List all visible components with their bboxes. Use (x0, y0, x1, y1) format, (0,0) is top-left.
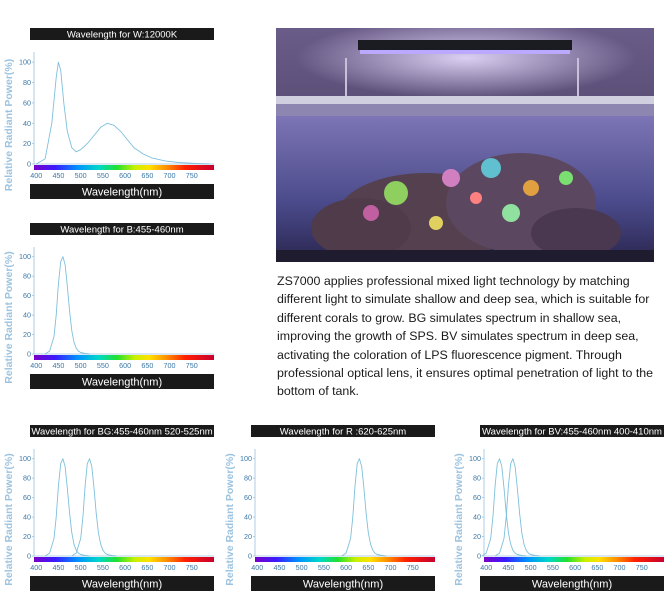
x-tick-label: 750 (185, 361, 198, 370)
y-tick-label: 40 (23, 310, 31, 320)
x-tick-label: 450 (52, 171, 65, 180)
y-axis-label: Relative Radiant Power(%) (3, 251, 15, 384)
x-tick-label: 600 (119, 171, 132, 180)
y-tick-label: 100 (19, 57, 31, 67)
x-tick-label: 700 (163, 563, 176, 572)
x-tick-label: 450 (52, 563, 65, 572)
y-tick-label: 80 (23, 271, 31, 281)
x-tick-label: 700 (163, 361, 176, 370)
chart-w-12000k (0, 26, 216, 206)
y-tick-label: 100 (19, 252, 31, 262)
y-tick-label: 20 (244, 532, 252, 542)
y-tick-label: 0 (27, 159, 31, 169)
chart-svg (0, 221, 216, 396)
chart-b-455-460 (0, 221, 216, 396)
spectrum-color-bar (255, 557, 435, 562)
y-tick-label: 80 (244, 473, 252, 483)
y-tick-label: 40 (23, 118, 31, 128)
y-axis-label: Relative Radiant Power(%) (224, 453, 236, 586)
chart-svg (450, 423, 666, 598)
x-axis-label: Wavelength(nm) (302, 578, 384, 591)
y-tick-label: 40 (23, 512, 31, 522)
x-tick-label: 650 (141, 171, 154, 180)
y-tick-label: 60 (473, 493, 481, 503)
product-description: ZS7000 applies professional mixed light technology by matching different light to simulate shallow and deep sea, which is suitable for different corals to grow. BG simulates spectrum in shallow sea, improving the growth of SPS. BV simulates spectrum in deep sea, activating the coloration of LPS fluorescence pigment. Through professional optical lens, it ensures optimal penetration of light to the bottom of tank. (277, 274, 654, 399)
y-tick-label: 0 (27, 349, 31, 359)
x-tick-label: 650 (141, 361, 154, 370)
x-tick-label: 450 (502, 563, 515, 572)
y-tick-label: 80 (23, 473, 31, 483)
chart-title: Wavelength for B:455-460nm (60, 224, 184, 236)
x-tick-label: 450 (52, 361, 65, 370)
x-tick-label: 750 (406, 563, 419, 572)
y-tick-label: 100 (19, 454, 31, 464)
y-tick-label: 80 (473, 473, 481, 483)
chart-title: Wavelength for BG:455-460nm 520-525nm (31, 426, 213, 438)
chart-r-620-625 (221, 423, 437, 598)
chart-axes (255, 449, 435, 556)
x-tick-label: 700 (163, 171, 176, 180)
x-tick-label: 400 (480, 563, 493, 572)
chart-axes (34, 52, 214, 164)
y-tick-label: 60 (244, 493, 252, 503)
y-tick-label: 40 (244, 512, 252, 522)
y-tick-label: 0 (27, 551, 31, 561)
x-axis-label: Wavelength(nm) (81, 578, 163, 591)
y-tick-label: 20 (23, 139, 31, 149)
y-tick-label: 20 (23, 330, 31, 340)
x-tick-label: 600 (569, 563, 582, 572)
y-tick-label: 80 (23, 78, 31, 88)
x-tick-label: 400 (30, 563, 43, 572)
y-axis-label: Relative Radiant Power(%) (453, 453, 465, 586)
series-line-0 (342, 459, 386, 556)
x-tick-label: 750 (185, 171, 198, 180)
x-tick-label: 650 (591, 563, 604, 572)
spectrum-color-bar (34, 355, 214, 360)
aquarium-photo (276, 28, 654, 262)
x-tick-label: 550 (546, 563, 559, 572)
y-tick-label: 60 (23, 98, 31, 108)
x-tick-label: 400 (30, 361, 43, 370)
x-tick-label: 600 (340, 563, 353, 572)
chart-svg (0, 26, 216, 206)
x-tick-label: 450 (273, 563, 286, 572)
x-tick-label: 500 (74, 563, 87, 572)
series-line-1 (72, 459, 116, 556)
x-tick-label: 500 (524, 563, 537, 572)
y-tick-label: 100 (240, 454, 252, 464)
y-tick-label: 100 (469, 454, 481, 464)
y-tick-label: 0 (477, 551, 481, 561)
chart-title: Wavelength for R :620-625nm (279, 426, 407, 438)
series-line-0 (482, 459, 526, 556)
chart-svg (221, 423, 437, 598)
x-tick-label: 700 (613, 563, 626, 572)
x-tick-label: 400 (30, 171, 43, 180)
y-tick-label: 60 (23, 493, 31, 503)
x-axis-label: Wavelength(nm) (81, 376, 163, 389)
x-tick-label: 600 (119, 563, 132, 572)
y-tick-label: 20 (473, 532, 481, 542)
x-tick-label: 500 (74, 171, 87, 180)
y-tick-label: 60 (23, 291, 31, 301)
x-tick-label: 550 (96, 361, 109, 370)
series-line-1 (495, 459, 539, 556)
series-line-0 (45, 257, 90, 354)
spectrum-color-bar (34, 165, 214, 170)
spectrum-color-bar (34, 557, 214, 562)
y-tick-label: 20 (23, 532, 31, 542)
series-line-0 (36, 62, 209, 164)
x-tick-label: 500 (295, 563, 308, 572)
chart-bg-455-460-520-525 (0, 423, 216, 598)
series-line-0 (45, 459, 90, 556)
y-axis-label: Relative Radiant Power(%) (3, 453, 15, 586)
x-tick-label: 650 (141, 563, 154, 572)
y-tick-label: 40 (473, 512, 481, 522)
x-axis-label: Wavelength(nm) (531, 578, 613, 591)
chart-title: Wavelength for W:12000K (66, 29, 178, 41)
x-tick-label: 700 (384, 563, 397, 572)
chart-bv-455-460-400-410 (450, 423, 666, 598)
x-tick-label: 400 (251, 563, 264, 572)
x-tick-label: 650 (362, 563, 375, 572)
x-tick-label: 550 (96, 563, 109, 572)
chart-title: Wavelength for BV:455-460nm 400-410nm (482, 426, 662, 438)
x-tick-label: 550 (317, 563, 330, 572)
spectrum-color-bar (484, 557, 664, 562)
x-tick-label: 550 (96, 171, 109, 180)
y-tick-label: 0 (248, 551, 252, 561)
y-axis-label: Relative Radiant Power(%) (3, 58, 15, 192)
x-tick-label: 500 (74, 361, 87, 370)
x-tick-label: 750 (635, 563, 648, 572)
x-tick-label: 750 (185, 563, 198, 572)
x-axis-label: Wavelength(nm) (81, 186, 163, 199)
chart-svg (0, 423, 216, 598)
x-tick-label: 600 (119, 361, 132, 370)
